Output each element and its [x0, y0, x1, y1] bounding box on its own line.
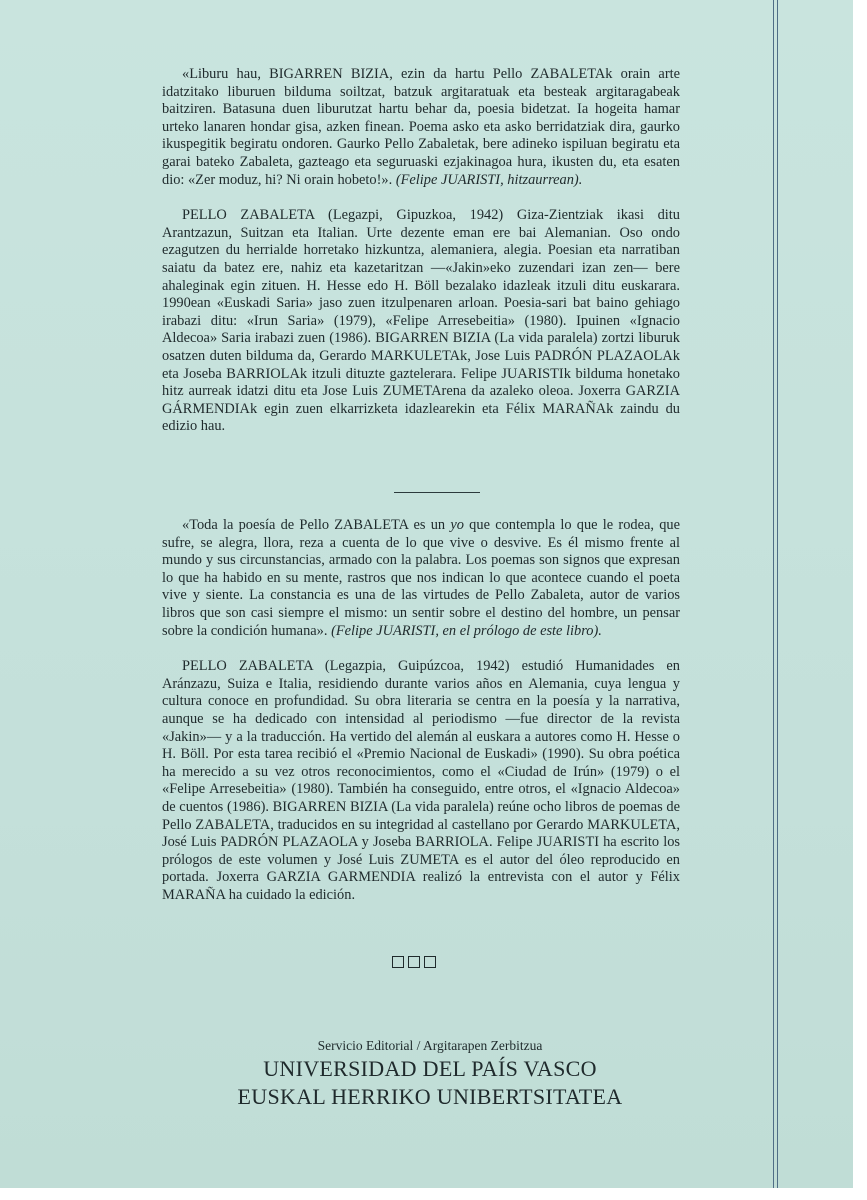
spanish-quote-paragraph: [162, 517, 680, 640]
spine-edge-line: [773, 0, 774, 1188]
basque-quote: «Liburu hau, BIGARREN BIZIA, ezin da hartu Pello ZABALETAk orain arte idatzitako liburuen bilduma soiltzat, batzuk argitaratuak eta besteak argitaragabeak baitziren. Batasuna duen liburutzat hartu behar da, poesia bidetzat. Ia hogeita hamar urteko lanaren hondar gisa, azken finean. Poema asko eta asko berridatziak dira, gaurko ikuspegitik begiratu ondoren. Gaurko Pello Zabaletak, bere adineko ispiluan begiratu eta garai bateko Zabaleta, gazteago eta seguruaski ezjakinagoa hura, ikusten du, eta esaten dio: «Zer moduz, hi? Ni orain hobeto!».: [162, 66, 680, 188]
spanish-quote-italic-yo: yo: [450, 517, 464, 533]
basque-text-block: [162, 66, 680, 436]
ornament-squares: [392, 956, 436, 968]
basque-quote-paragraph: [162, 66, 680, 189]
section-divider: [394, 492, 480, 493]
spanish-quote-start: «Toda la poesía de Pello ZABALETA es un: [182, 517, 451, 533]
spine-edge-line: [777, 0, 778, 1188]
spanish-text-block: [162, 517, 680, 904]
publisher-service-line: Servicio Editorial / Argitarapen Zerbitzua: [317, 1038, 543, 1053]
spanish-quote-citation: (Felipe JUARISTI, en el prólogo de este libro).: [331, 622, 602, 639]
publisher-university-spanish: UNIVERSIDAD DEL PAÍS VASCO: [263, 1056, 597, 1081]
hollow-square-icon: [392, 956, 404, 968]
spanish-quote-rest: que contempla lo que le rodea, que sufre, se alegra, llora, reza a cuenta de lo que vive o desvive. Es él mismo frente al mundo y sus circunstancias, armado con la palabra. Los poemas son signos que expresan lo que ha habido en su mente, rastros que nos indican lo que acontece cuando el poeta vive y siente. La constancia es una de las virtudes de Pello Zabaleta, autor de varios libros que son casi siempre el mismo: un sentir sobre el destino del hombre, un pensar sobre la condición humana».: [162, 517, 680, 639]
spanish-author-bio: PELLO ZABALETA (Legazpia, Guipúzcoa, 1942) estudió Humanidades en Aránzazu, Suiza e Italia, residiendo durante varios años en Alemania, cuya lengua y cultura conoce en profundidad. Su obra literaria se centra en la poesía y la narrativa, aunque se ha dedicado con intensidad al periodismo —fue director de la revista «Jakin»— y a la traducción. Ha vertido del alemán al euskara a autores como H. Hesse o H. Böll. Por esta tarea recibió el «Premio Nacional de Euskadi» (1990). Su obra poética ha merecido a su vez otros reconocimientos, como el «Ciudad de Irún» (1979) o el «Felipe Arresebeitia» (1980). También ha conseguido, entre otros, el «Ignacio Aldecoa» de cuentos (1986). BIGARREN BIZIA (La vida paralela) reúne ocho libros de poemas de Pello ZABALETA, traducidos en su integridad al castellano por Gerardo MARKULETA, José Luis PADRÓN PLAZAOLA y Joseba BARRIOLA. Felipe JUARISTI ha escrito los prólogos de este volumen y José Luis ZUMETA es el autor del óleo reproducido en portada. Joxerra GARZIA GARMENDIA realizó la entrevista con el autor y Félix MARAÑA ha cuidado la edición.: [162, 658, 680, 903]
hollow-square-icon: [424, 956, 436, 968]
basque-quote-citation: (Felipe JUARISTI, hitzaurrean).: [395, 171, 583, 188]
basque-author-bio: PELLO ZABALETA (Legazpi, Gipuzkoa, 1942) Giza-Zientziak ikasi ditu Arantzazun, Suitzan eta Italian. Urte dezente eman ere bai Alemanian. Oso ondo ezagutzen du herrialde horretako hizkuntza, alemaniera, alegia. Poesian eta narratiban saiatu da batez ere, nahiz eta kazetaritzan —«Jakin»eko zuzendari izan zen— bere ahaleginak egin zituen. H. Hesse edo H. Böll bezalako idazleak itzuli ditu euskarara. 1990ean «Euskadi Saria» jaso zuen itzulpenaren arloan. Poesia-sari bat baino gehiago irabazi ditu: «Irun Saria» (1979), «Felipe Arresebeitia» (1980). Ipuinen «Ignacio Aldecoa» Saria irabazi zuen (1986). BIGARREN BIZIA (La vida paralela) zortzi liburuk osatzen duten bilduma da, Gerardo MARKULETAk, Jose Luis PADRÓN PLAZAOLAk eta Joseba BARRIOLAk itzuli dituzte gaztelerara. Felipe JUARISTIk bilduma honetako hitz aurreak idatzi ditu eta Jose Luis ZUMETArena da azaleko oleoa. Joxerra GARZIA GÁRMENDIAk egin zuen elkarrizketa idazlearekin eta Félix MARAÑAk zaindu du edizio hau.: [162, 207, 680, 435]
publisher-university-basque: EUSKAL HERRIKO UNIBERTSITATEA: [237, 1084, 623, 1109]
hollow-square-icon: [408, 956, 420, 968]
